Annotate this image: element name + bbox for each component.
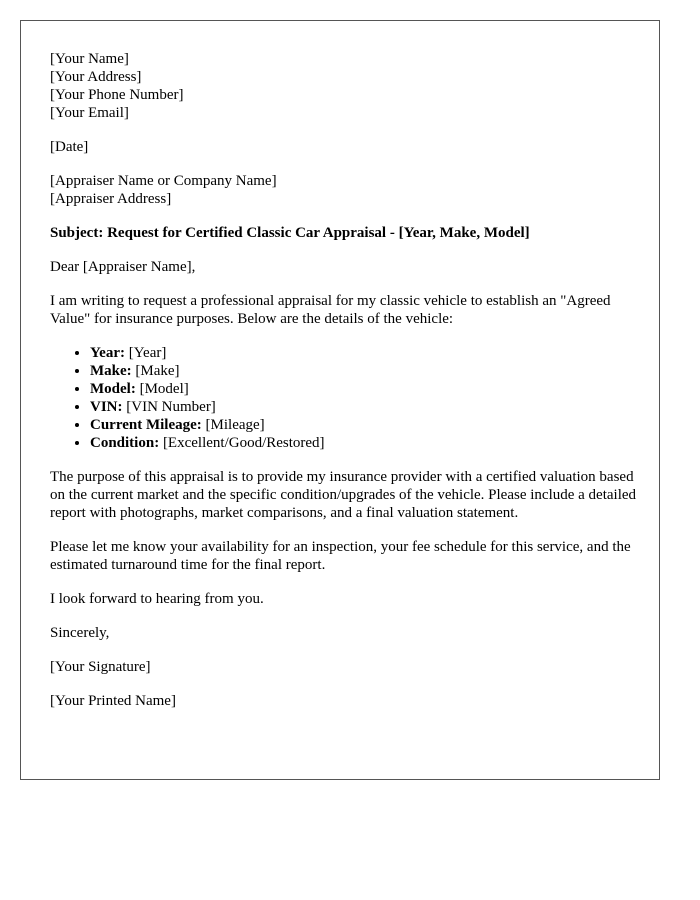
detail-value: [Mileage] <box>201 417 265 433</box>
list-item-year <box>90 344 640 362</box>
recipient-name: [Appraiser Name or Company Name] <box>50 173 277 189</box>
salutation: Dear [Appraiser Name], <box>50 259 196 275</box>
recipient-address: [Appraiser Address] <box>50 191 172 207</box>
closing-note: I look forward to hearing from you. <box>50 591 264 607</box>
vehicle-details-list <box>50 344 640 452</box>
intro-paragraph: I am writing to request a professional appraisal for my classic vehicle to establish an "Agreed Value" for insurance purposes. Below are the details of the vehicle: <box>50 293 611 327</box>
detail-value: [VIN Number] <box>122 399 216 415</box>
detail-label: Current Mileage: <box>90 417 202 433</box>
detail-value: [Model] <box>135 381 189 397</box>
sender-name: [Your Name] <box>50 51 129 67</box>
detail-label: Model: <box>90 381 136 397</box>
list-item-model <box>90 380 640 398</box>
printed-name: [Your Printed Name] <box>50 693 176 709</box>
detail-value: [Excellent/Good/Restored] <box>159 435 325 451</box>
list-item-vin <box>90 398 640 416</box>
detail-label: Make: <box>90 363 132 379</box>
sender-address: [Your Address] <box>50 69 142 85</box>
list-item-mileage <box>90 416 640 434</box>
detail-label: VIN: <box>90 399 123 415</box>
letter-date: [Date] <box>50 139 89 155</box>
subject-line: Subject: Request for Certified Classic Car Appraisal - [Year, Make, Model] <box>50 225 530 241</box>
letter-body <box>50 50 640 710</box>
sender-email: [Your Email] <box>50 105 129 121</box>
sender-phone: [Your Phone Number] <box>50 87 184 103</box>
detail-value: [Year] <box>124 345 167 361</box>
sender-block <box>50 50 640 122</box>
recipient-block <box>50 172 640 208</box>
purpose-paragraph: The purpose of this appraisal is to provide my insurance provider with a certified valuation based on the current market and the specific condition/upgrades of the vehicle. Please include a detailed report with photographs, market comparisons, and a final valuation statement. <box>50 469 637 521</box>
list-item-make <box>90 362 640 380</box>
signature: [Your Signature] <box>50 659 151 675</box>
availability-paragraph: Please let me know your availability for an inspection, your fee schedule for this service, and the estimated turnaround time for the final report. <box>50 539 631 573</box>
letter-page <box>20 20 660 780</box>
sign-off: Sincerely, <box>50 625 110 641</box>
list-item-condition <box>90 434 640 452</box>
detail-label: Condition: <box>90 435 160 451</box>
detail-value: [Make] <box>131 363 180 379</box>
detail-label: Year: <box>90 345 125 361</box>
